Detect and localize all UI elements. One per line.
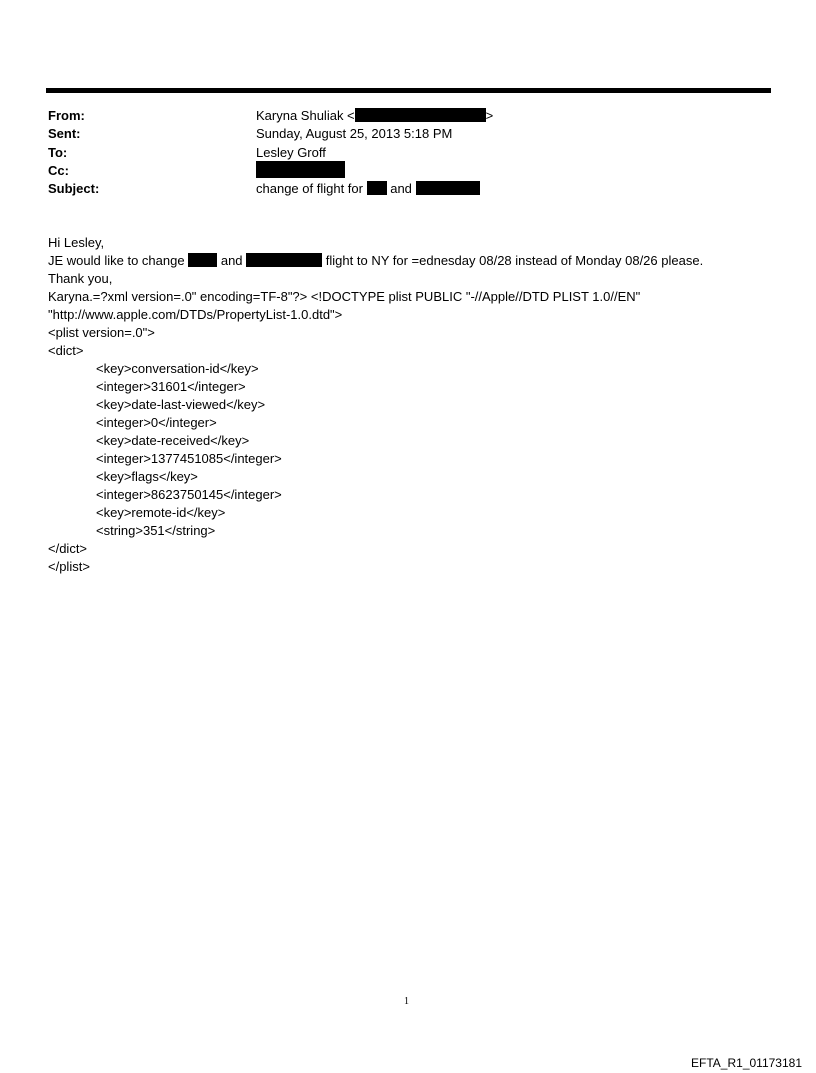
cc-value <box>256 161 345 181</box>
plist-entry: <integer>31601</integer> <box>96 379 246 394</box>
redaction-subject-2 <box>416 181 480 195</box>
cc-label: Cc: <box>48 163 69 178</box>
sent-value: Sunday, August 25, 2013 5:18 PM <box>256 126 453 141</box>
to-value: Lesley Groff <box>256 145 326 160</box>
thanks: Thank you, <box>48 271 113 286</box>
plist-entry: <integer>0</integer> <box>96 415 217 430</box>
page-number: 1 <box>404 996 409 1007</box>
message-part-1: JE would like to change <box>48 253 185 268</box>
plist-entry: <string>351</string> <box>96 523 216 538</box>
sent-label: Sent: <box>48 126 81 141</box>
xml-declaration-line1: Karyna.=?xml version=.0" encoding=TF-8"?> <!DOCTYPE plist PUBLIC "-//Apple//DTD PLIST 1.0//EN" <box>48 289 641 304</box>
header-rule <box>46 88 771 93</box>
plist-close: </plist> <box>48 559 90 574</box>
dict-close: </dict> <box>48 541 88 556</box>
xml-declaration-line2: "http://www.apple.com/DTDs/PropertyList-1.0.dtd"> <box>48 307 343 322</box>
from-close: > <box>485 108 494 123</box>
subject-label: Subject: <box>48 181 100 196</box>
subject-prefix: change of flight for <box>256 181 363 196</box>
greeting: Hi Lesley, <box>48 235 105 250</box>
from-value <box>256 107 493 125</box>
plist-entry: <integer>8623750145</integer> <box>96 487 282 502</box>
subject-and: and <box>390 181 412 196</box>
plist-entry: <key>remote-id</key> <box>96 505 226 520</box>
message-part-2: flight to NY for =ednesday 08/28 instead of Monday 08/26 please. <box>325 253 704 268</box>
plist-entry: <integer>1377451085</integer> <box>96 451 282 466</box>
dict-open: <dict> <box>48 343 84 358</box>
plist-entry: <key>date-last-viewed</key> <box>96 397 266 412</box>
message-line <box>48 252 703 270</box>
plist-entry: <key>flags</key> <box>96 469 198 484</box>
redaction-from-email <box>355 108 486 122</box>
redaction-body-1 <box>188 253 217 267</box>
plist-open: <plist version=.0"> <box>48 325 155 340</box>
redaction-body-2 <box>246 253 322 267</box>
plist-entry: <key>conversation-id</key> <box>96 361 259 376</box>
redaction-cc <box>256 161 345 178</box>
plist-entry: <key>date-received</key> <box>96 433 250 448</box>
bates-number: EFTA_R1_01173181 <box>691 1056 802 1070</box>
to-label: To: <box>48 145 68 160</box>
subject-value <box>256 180 480 198</box>
message-and: and <box>220 253 243 268</box>
redaction-subject-1 <box>367 181 387 195</box>
from-label: From: <box>48 108 85 123</box>
from-name: Karyna Shuliak < <box>256 108 355 123</box>
